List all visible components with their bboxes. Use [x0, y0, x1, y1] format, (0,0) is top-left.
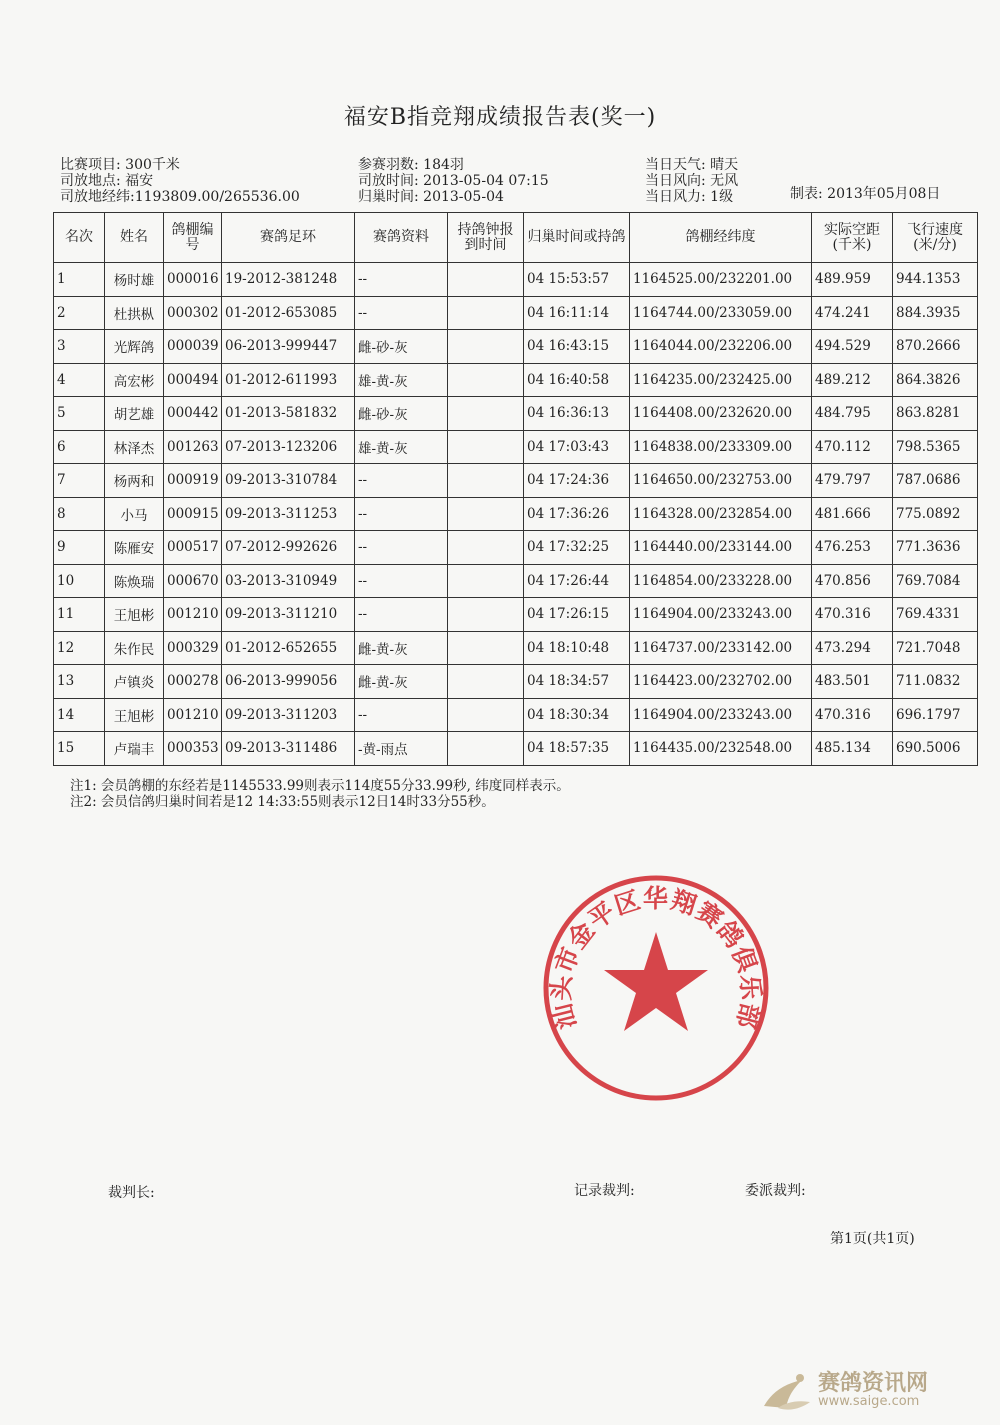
cell-speed: 864.3826 [893, 363, 978, 397]
cell-name: 王旭彬 [105, 598, 164, 632]
cell-return-time: 04 17:26:44 [524, 564, 630, 598]
cell-ring: 19-2012-381248 [222, 263, 355, 297]
cell-distance: 470.856 [812, 564, 893, 598]
cell-distance: 483.501 [812, 665, 893, 699]
report-title: 福安B指竞翔成绩报告表(奖一) [343, 105, 657, 130]
cell-return-time: 04 18:30:34 [524, 698, 630, 732]
header-clock-time: 持鸽钟报到时间 [448, 213, 524, 263]
table-row [54, 330, 978, 364]
cell-bird-info: 雄-黄-灰 [355, 430, 448, 464]
cell-clock-time [448, 263, 524, 297]
cell-bird-info: 雌-黄-灰 [355, 631, 448, 665]
cell-clock-time [448, 430, 524, 464]
cell-name: 卢瑞丰 [105, 732, 164, 766]
cell-rank: 10 [54, 564, 105, 598]
cell-clock-time [448, 296, 524, 330]
cell-return-time: 04 17:36:26 [524, 497, 630, 531]
meta-left [60, 157, 300, 205]
cell-clock-time [448, 363, 524, 397]
cell-loft-id: 000919 [164, 464, 222, 498]
cell-bird-info: 雌-砂-灰 [355, 330, 448, 364]
meta-wind-direction: 当日风向: 无风 [645, 173, 739, 189]
cell-speed: 771.3636 [893, 531, 978, 565]
cell-speed: 944.1353 [893, 263, 978, 297]
cell-distance: 473.294 [812, 631, 893, 665]
cell-loft-id: 000353 [164, 732, 222, 766]
cell-name: 杜拱枞 [105, 296, 164, 330]
cell-speed: 884.3935 [893, 296, 978, 330]
cell-distance: 479.797 [812, 464, 893, 498]
signature-delegated-judge: 委派裁判: [745, 1183, 806, 1199]
cell-speed: 775.0892 [893, 497, 978, 531]
cell-return-time: 04 17:03:43 [524, 430, 630, 464]
cell-ring: 01-2013-581832 [222, 397, 355, 431]
table-row [54, 430, 978, 464]
table-row [54, 732, 978, 766]
meta-release-time: 司放时间: 2013-05-04 07:15 [358, 173, 549, 189]
cell-loft-id: 000278 [164, 665, 222, 699]
cell-loft-coords: 1164650.00/232753.00 [630, 464, 812, 498]
cell-ring: 03-2013-310949 [222, 564, 355, 598]
cell-clock-time [448, 464, 524, 498]
cell-loft-coords: 1164044.00/232206.00 [630, 330, 812, 364]
cell-loft-coords: 1164525.00/232201.00 [630, 263, 812, 297]
cell-speed: 711.0832 [893, 665, 978, 699]
cell-speed: 696.1797 [893, 698, 978, 732]
cell-loft-id: 000494 [164, 363, 222, 397]
cell-loft-id: 000442 [164, 397, 222, 431]
note-2: 注2: 会员信鸽归巢时间若是12 14:33:55则表示12日14时33分55秒。 [70, 794, 495, 810]
cell-rank: 15 [54, 732, 105, 766]
table-row [54, 296, 978, 330]
cell-speed: 787.0686 [893, 464, 978, 498]
cell-rank: 5 [54, 397, 105, 431]
cell-loft-coords: 1164854.00/233228.00 [630, 564, 812, 598]
cell-loft-coords: 1164408.00/232620.00 [630, 397, 812, 431]
cell-loft-coords: 1164328.00/232854.00 [630, 497, 812, 531]
table-row [54, 631, 978, 665]
cell-loft-coords: 1164904.00/233243.00 [630, 698, 812, 732]
watermark [758, 1360, 998, 1420]
cell-ring: 09-2013-310784 [222, 464, 355, 498]
cell-clock-time [448, 732, 524, 766]
results-table [53, 212, 978, 766]
cell-distance: 470.316 [812, 698, 893, 732]
cell-distance: 489.959 [812, 263, 893, 297]
cell-ring: 06-2013-999447 [222, 330, 355, 364]
cell-distance: 489.212 [812, 363, 893, 397]
meta-middle [358, 157, 549, 205]
cell-distance: 485.134 [812, 732, 893, 766]
cell-distance: 470.112 [812, 430, 893, 464]
cell-loft-id: 001263 [164, 430, 222, 464]
cell-rank: 7 [54, 464, 105, 498]
table-row [54, 464, 978, 498]
star-icon [604, 932, 708, 1031]
cell-name: 胡艺雄 [105, 397, 164, 431]
cell-rank: 11 [54, 598, 105, 632]
cell-return-time: 04 16:11:14 [524, 296, 630, 330]
cell-loft-id: 000517 [164, 531, 222, 565]
cell-name: 卢镇炎 [105, 665, 164, 699]
cell-return-time: 04 18:57:35 [524, 732, 630, 766]
header-loft-coords: 鸽棚经纬度 [630, 213, 812, 263]
cell-name: 林泽杰 [105, 430, 164, 464]
cell-distance: 481.666 [812, 497, 893, 531]
cell-bird-info: -- [355, 296, 448, 330]
cell-distance: 470.316 [812, 598, 893, 632]
cell-loft-id: 001210 [164, 598, 222, 632]
cell-clock-time [448, 330, 524, 364]
meta-made-date: 制表: 2013年05月08日 [790, 186, 941, 202]
header-distance: 实际空距(千米) [812, 213, 893, 263]
cell-name: 王旭彬 [105, 698, 164, 732]
cell-speed: 721.7048 [893, 631, 978, 665]
cell-loft-id: 000039 [164, 330, 222, 364]
table-row [54, 263, 978, 297]
notes [70, 778, 570, 810]
cell-ring: 07-2013-123206 [222, 430, 355, 464]
header-ring: 赛鸽足环 [222, 213, 355, 263]
cell-speed: 798.5365 [893, 430, 978, 464]
cell-ring: 09-2013-311486 [222, 732, 355, 766]
meta-release-place: 司放地点: 福安 [60, 173, 154, 189]
table-row [54, 564, 978, 598]
cell-clock-time [448, 397, 524, 431]
cell-name: 杨两和 [105, 464, 164, 498]
cell-ring: 01-2012-652655 [222, 631, 355, 665]
table-row [54, 531, 978, 565]
note-1: 注1: 会员鸽棚的东经若是1145533.99则表示114度55分33.99秒, 纬度同样表示。 [70, 778, 570, 794]
cell-distance: 476.253 [812, 531, 893, 565]
cell-ring: 06-2013-999056 [222, 665, 355, 699]
header-rank: 名次 [54, 213, 105, 263]
cell-name: 朱作民 [105, 631, 164, 665]
cell-loft-id: 000016 [164, 263, 222, 297]
cell-speed: 863.8281 [893, 397, 978, 431]
cell-loft-coords: 1164838.00/233309.00 [630, 430, 812, 464]
club-seal-stamp [540, 872, 772, 1104]
cell-bird-info: -- [355, 531, 448, 565]
cell-ring: 01-2012-611993 [222, 363, 355, 397]
cell-bird-info: 雄-黄-灰 [355, 363, 448, 397]
meta-wind-force: 当日风力: 1级 [645, 189, 734, 205]
cell-rank: 4 [54, 363, 105, 397]
cell-name: 陈雁安 [105, 531, 164, 565]
cell-name: 高宏彬 [105, 363, 164, 397]
cell-loft-id: 000915 [164, 497, 222, 531]
cell-clock-time [448, 698, 524, 732]
cell-bird-info: -- [355, 464, 448, 498]
cell-rank: 8 [54, 497, 105, 531]
cell-bird-info: 雌-砂-灰 [355, 397, 448, 431]
cell-name: 陈焕瑞 [105, 564, 164, 598]
cell-rank: 9 [54, 531, 105, 565]
cell-ring: 09-2013-311253 [222, 497, 355, 531]
cell-clock-time [448, 631, 524, 665]
header-return-time: 归巢时间或持鸽 [524, 213, 630, 263]
cell-return-time: 04 16:43:15 [524, 330, 630, 364]
cell-distance: 474.241 [812, 296, 893, 330]
cell-rank: 12 [54, 631, 105, 665]
cell-name: 小马 [105, 497, 164, 531]
cell-speed: 870.2666 [893, 330, 978, 364]
cell-rank: 2 [54, 296, 105, 330]
seal-text: 汕头市金平区华翔赛鸽俱乐部 [546, 883, 766, 1033]
cell-rank: 13 [54, 665, 105, 699]
cell-bird-info: -- [355, 598, 448, 632]
cell-return-time: 04 18:34:57 [524, 665, 630, 699]
header-name: 姓名 [105, 213, 164, 263]
cell-return-time: 04 18:10:48 [524, 631, 630, 665]
meta-release-coords: 司放地经纬:1193809.00/265536.00 [60, 189, 300, 205]
cell-bird-info: -- [355, 263, 448, 297]
cell-ring: 09-2013-311210 [222, 598, 355, 632]
cell-ring: 09-2013-311203 [222, 698, 355, 732]
cell-name: 光辉鸽 [105, 330, 164, 364]
meta-right [645, 157, 738, 205]
meta-weather: 当日天气: 晴天 [645, 157, 739, 173]
header-bird-info: 赛鸽资料 [355, 213, 448, 263]
cell-return-time: 04 16:36:13 [524, 397, 630, 431]
cell-loft-coords: 1164435.00/232548.00 [630, 732, 812, 766]
cell-speed: 769.4331 [893, 598, 978, 632]
cell-clock-time [448, 531, 524, 565]
cell-return-time: 04 15:53:57 [524, 263, 630, 297]
meta-return-time: 归巢时间: 2013-05-04 [358, 189, 504, 205]
cell-clock-time [448, 598, 524, 632]
cell-rank: 1 [54, 263, 105, 297]
cell-return-time: 04 17:32:25 [524, 531, 630, 565]
table-row [54, 598, 978, 632]
cell-bird-info: 雌-黄-灰 [355, 665, 448, 699]
cell-bird-info: -- [355, 497, 448, 531]
cell-speed: 690.5006 [893, 732, 978, 766]
cell-loft-coords: 1164904.00/233243.00 [630, 598, 812, 632]
cell-rank: 6 [54, 430, 105, 464]
table-row [54, 397, 978, 431]
watermark-url: www.saige.com [818, 1394, 920, 1409]
cell-loft-id: 000302 [164, 296, 222, 330]
cell-loft-id: 000329 [164, 631, 222, 665]
table-header-row [54, 213, 978, 263]
cell-clock-time [448, 564, 524, 598]
cell-clock-time [448, 497, 524, 531]
cell-loft-coords: 1164744.00/233059.00 [630, 296, 812, 330]
cell-loft-coords: 1164440.00/233144.00 [630, 531, 812, 565]
cell-distance: 494.529 [812, 330, 893, 364]
cell-loft-coords: 1164423.00/232702.00 [630, 665, 812, 699]
cell-speed: 769.7084 [893, 564, 978, 598]
table-row [54, 497, 978, 531]
signature-chief-judge: 裁判长: [108, 1185, 155, 1201]
cell-return-time: 04 17:24:36 [524, 464, 630, 498]
cell-distance: 484.795 [812, 397, 893, 431]
page-number: 第1页(共1页) [830, 1231, 915, 1247]
header-speed: 飞行速度(米/分) [893, 213, 978, 263]
cell-loft-coords: 1164235.00/232425.00 [630, 363, 812, 397]
cell-clock-time [448, 665, 524, 699]
cell-bird-info: -- [355, 564, 448, 598]
watermark-name: 赛鸽资讯网 [818, 1371, 929, 1396]
table-row [54, 363, 978, 397]
cell-bird-info: -- [355, 698, 448, 732]
meta-event: 比赛项目: 300千米 [60, 157, 180, 173]
meta-entries: 参赛羽数: 184羽 [358, 157, 464, 173]
signature-recording-judge: 记录裁判: [574, 1183, 635, 1199]
cell-loft-coords: 1164737.00/233142.00 [630, 631, 812, 665]
table-row [54, 698, 978, 732]
cell-ring: 01-2012-653085 [222, 296, 355, 330]
header-loft-id: 鸽棚编号 [164, 213, 222, 263]
cell-return-time: 04 17:26:15 [524, 598, 630, 632]
table-row [54, 665, 978, 699]
cell-rank: 14 [54, 698, 105, 732]
pigeon-logo-icon [758, 1362, 814, 1418]
cell-name: 杨时雄 [105, 263, 164, 297]
cell-loft-id: 000670 [164, 564, 222, 598]
cell-rank: 3 [54, 330, 105, 364]
cell-return-time: 04 16:40:58 [524, 363, 630, 397]
cell-bird-info: -黄-雨点 [355, 732, 448, 766]
cell-ring: 07-2012-992626 [222, 531, 355, 565]
cell-loft-id: 001210 [164, 698, 222, 732]
